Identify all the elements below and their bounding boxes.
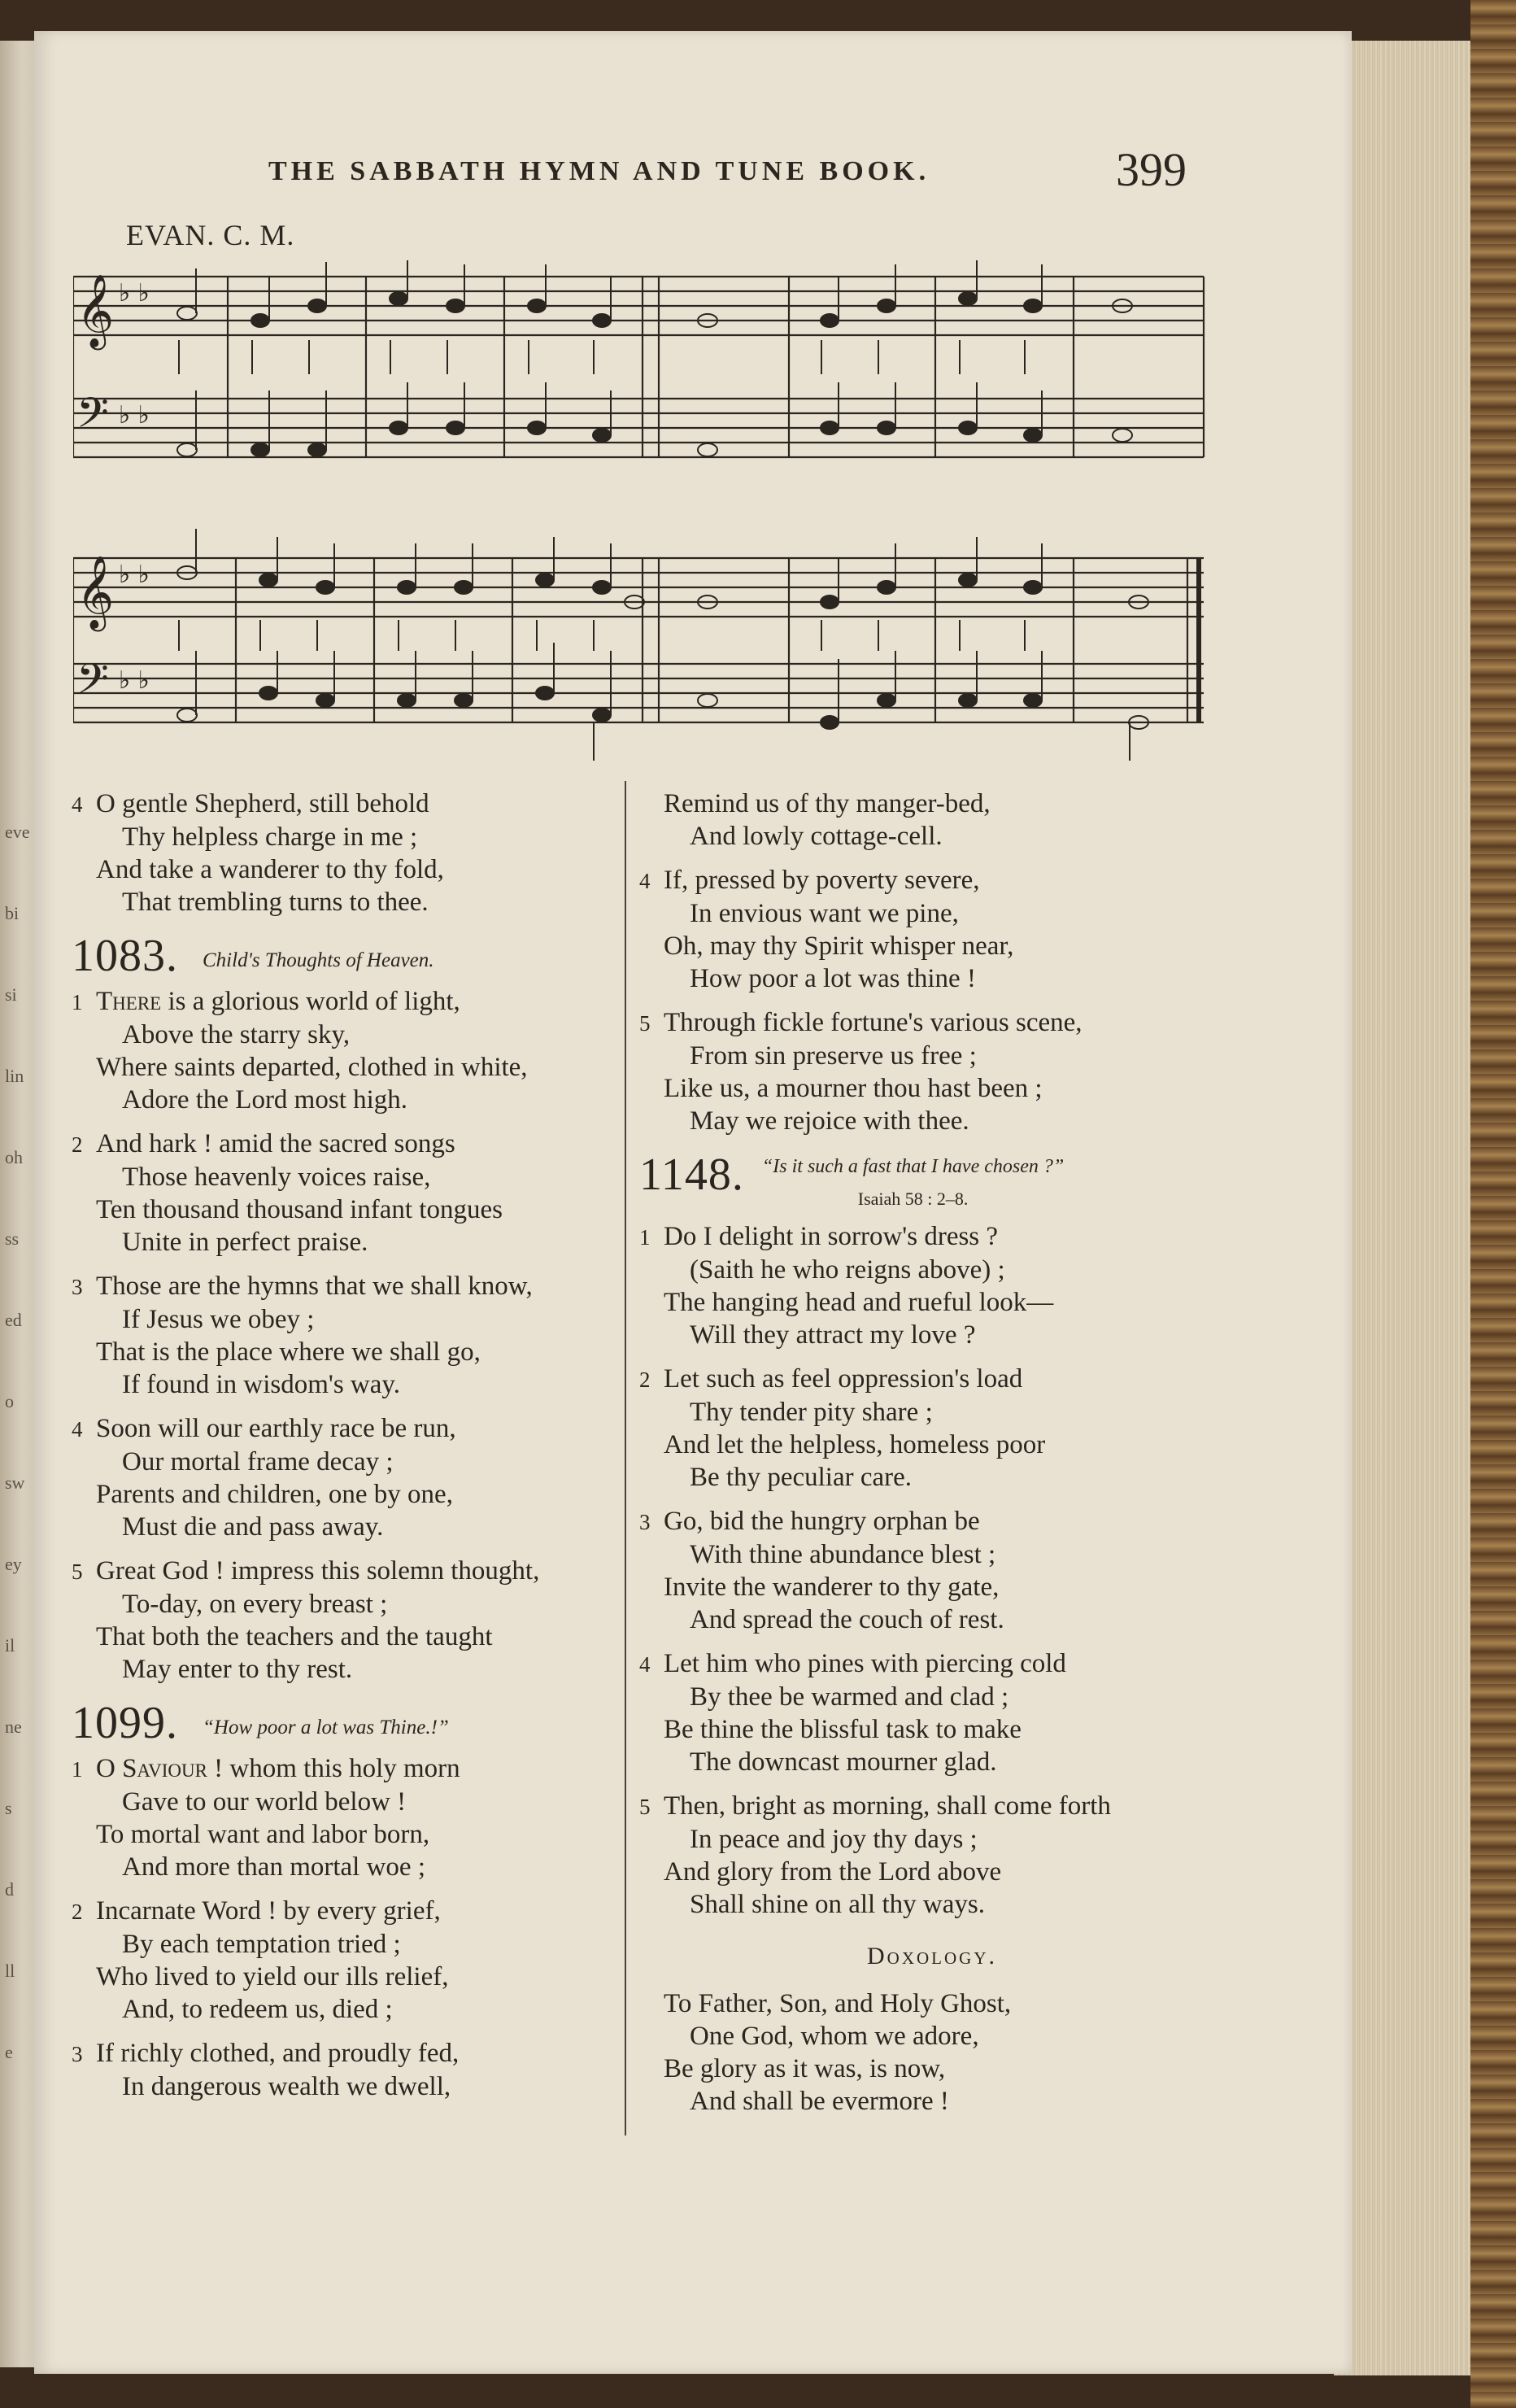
stanza-number: 5 xyxy=(639,1795,651,1819)
hymn-line: Let such as feel oppression's load xyxy=(664,1364,1023,1394)
left-column xyxy=(72,787,625,2114)
doxology-heading: Doxology. xyxy=(867,1943,997,1970)
hymn-line: (Saith he who reigns above) ; xyxy=(690,1255,1005,1285)
hymn-line: To Father, Son, and Holy Ghost, xyxy=(664,1989,1012,2018)
hymn-number: 1083. xyxy=(72,931,178,981)
adjacent-page-fragment: ey xyxy=(5,1554,22,1574)
hymn-line: That trembling turns to thee. xyxy=(122,888,429,917)
hymn-number: 1148. xyxy=(639,1149,744,1200)
hymn-line: Like us, a mourner thou hast been ; xyxy=(664,1074,1043,1103)
hymn-line: Let him who pines with piercing cold xyxy=(664,1649,1066,1678)
hymn-line: Soon will our earthly race be run, xyxy=(96,1414,456,1443)
hymn-line: Incarnate Word ! by every grief, xyxy=(96,1896,441,1926)
tune-title: EVAN. C. M. xyxy=(126,219,295,251)
hymn-1148-stanzas xyxy=(639,1220,1225,1921)
stanza-number: 1 xyxy=(639,1225,651,1250)
adjacent-page-fragment: si xyxy=(5,984,17,1005)
stanza xyxy=(72,1555,625,1686)
stanza-number: 2 xyxy=(639,1368,651,1392)
hymn-line: Do I delight in sorrow's dress ? xyxy=(664,1222,999,1251)
hymn-line: Thy tender pity share ; xyxy=(690,1398,933,1427)
hymn-line: Those are the hymns that we shall know, xyxy=(96,1272,533,1301)
adjacent-page-fragment: il xyxy=(5,1635,15,1656)
music-system-2 xyxy=(73,529,1212,765)
hymn-line: Unite in perfect praise. xyxy=(122,1228,368,1257)
stanza-number: 4 xyxy=(639,1652,651,1677)
stanza xyxy=(72,1270,625,1401)
hymn-line: Go, bid the hungry orphan be xyxy=(664,1507,980,1536)
svg-text:♭ ♭: ♭ ♭ xyxy=(119,279,150,308)
adjacent-page-fragment: oh xyxy=(5,1147,23,1167)
stanza xyxy=(72,2037,625,2103)
hymn-line: O gentle Shepherd, still behold xyxy=(96,789,429,818)
svg-text:𝄢: 𝄢 xyxy=(76,388,109,447)
hymn-line: Remind us of thy manger-bed, xyxy=(664,789,991,818)
stanza xyxy=(72,1412,625,1543)
adjacent-page-fragment: e xyxy=(5,2042,13,2062)
stanza xyxy=(72,1128,625,1259)
hymn-line: Through fickle fortune's various scene, xyxy=(664,1008,1083,1037)
hymn-heading xyxy=(72,931,625,980)
continued-stanzas xyxy=(639,787,1225,1137)
book-cover-edge xyxy=(1470,0,1516,2408)
stanza xyxy=(639,1006,1225,1137)
hymn-line: May enter to thy rest. xyxy=(122,1655,353,1684)
adjacent-page-fragment: ll xyxy=(5,1961,15,1981)
running-head: THE SABBATH HYMN AND TUNE BOOK. xyxy=(268,156,930,186)
hymn-line: Gave to our world below ! xyxy=(122,1787,407,1817)
hymn-line: The hanging head and rueful look— xyxy=(664,1288,1054,1317)
svg-text:𝄢: 𝄢 xyxy=(76,654,109,713)
hymn-line: Where saints departed, clothed in white, xyxy=(96,1053,528,1082)
adjacent-page-fragment: d xyxy=(5,1879,14,1900)
stanza-number: 3 xyxy=(639,1510,651,1534)
adjacent-page-fragment: sw xyxy=(5,1472,25,1493)
hymn-heading xyxy=(72,1699,625,1747)
stanza-number: 5 xyxy=(639,1011,651,1036)
stanza xyxy=(639,864,1225,995)
hymn-line: Invite the wanderer to thy gate, xyxy=(664,1573,1000,1602)
book-fore-edge xyxy=(1334,41,1472,2375)
hymn-line: And take a wanderer to thy fold, xyxy=(96,855,444,884)
hymn-line: How poor a lot was thine ! xyxy=(690,964,976,993)
scripture-reference: Isaiah 58 : 2–8. xyxy=(857,1189,969,1209)
hymn-line: Above the starry sky, xyxy=(122,1020,351,1049)
hymn-line: Parents and children, one by one, xyxy=(96,1480,453,1509)
stanza-number: 2 xyxy=(72,1132,83,1157)
hymn-line: And spread the couch of rest. xyxy=(690,1605,1004,1634)
svg-text:♭ ♭: ♭ ♭ xyxy=(119,401,150,430)
hymn-line: And shall be evermore ! xyxy=(690,2087,949,2116)
stanza-number: 5 xyxy=(72,1560,83,1584)
first-word: There xyxy=(96,987,162,1016)
hymn-line: In peace and joy thy days ; xyxy=(690,1825,978,1854)
hymn-line: And more than mortal woe ; xyxy=(122,1852,425,1882)
hymn-line: Then, bright as morning, shall come forth xyxy=(664,1791,1111,1821)
first-word: O Saviour xyxy=(96,1754,207,1783)
adjacent-page-fragment: ed xyxy=(5,1310,22,1330)
hymn-heading xyxy=(639,1150,1225,1215)
hymn-line: By each temptation tried ; xyxy=(122,1930,401,1959)
hymn-line: Will they attract my love ? xyxy=(690,1320,976,1350)
stanza-number: 1 xyxy=(72,1757,83,1782)
adjacent-page-fragment: bi xyxy=(5,903,20,923)
adjacent-page-fragment: s xyxy=(5,1798,12,1818)
stanza-number: 4 xyxy=(639,869,651,893)
hymn-line: The downcast mourner glad. xyxy=(690,1747,997,1777)
hymn-line: From sin preserve us free ; xyxy=(690,1041,977,1071)
stanza xyxy=(639,1363,1225,1494)
stanza-number: 1 xyxy=(72,990,83,1014)
hymn-title: “How poor a lot was Thine.!” xyxy=(203,1717,449,1738)
hymn-line: That both the teachers and the taught xyxy=(96,1622,493,1651)
svg-text:♭ ♭: ♭ ♭ xyxy=(119,666,150,695)
page-number: 399 xyxy=(1116,143,1187,196)
stanza xyxy=(639,1220,1225,1351)
adjacent-page-fragment: ss xyxy=(5,1228,20,1249)
stanza xyxy=(72,787,625,918)
hymn-line: Ten thousand thousand infant tongues xyxy=(96,1195,503,1224)
hymn-line: To mortal want and labor born, xyxy=(96,1820,430,1849)
hymn-number: 1099. xyxy=(72,1698,178,1748)
hymn-line: By thee be warmed and clad ; xyxy=(690,1682,1009,1712)
adjacent-page-fragment: lin xyxy=(5,1066,24,1086)
hymn-line: May we rejoice with thee. xyxy=(690,1106,969,1136)
hymn-line: With thine abundance blest ; xyxy=(690,1540,996,1569)
stanza xyxy=(639,1647,1225,1778)
hymn-line: Great God ! impress this solemn thought, xyxy=(96,1556,540,1586)
hymn-line: Shall shine on all thy ways. xyxy=(690,1890,985,1919)
music-system-1 xyxy=(73,260,1212,488)
svg-text:𝄞: 𝄞 xyxy=(76,556,115,629)
stanza xyxy=(72,1752,625,1883)
hymn-line: Our mortal frame decay ; xyxy=(122,1447,394,1477)
hymn-line: In envious want we pine, xyxy=(690,899,959,928)
hymn-line: Be thine the blissful task to make xyxy=(664,1715,1022,1744)
hymn-line: Must die and pass away. xyxy=(122,1512,384,1542)
adjacent-page-edge xyxy=(0,41,39,2367)
hymn-line: That is the place where we shall go, xyxy=(96,1337,481,1367)
hymn-line: If richly clothed, and proudly fed, xyxy=(96,2039,460,2068)
hymn-line: If, pressed by poverty severe, xyxy=(664,866,980,895)
hymn-line: ! whom this holy morn xyxy=(207,1754,460,1783)
adjacent-page-fragment: ne xyxy=(5,1717,22,1737)
adjacent-page-fragment: eve xyxy=(5,822,30,842)
hymn-line: Adore the Lord most high. xyxy=(122,1085,408,1115)
stanza-number: 2 xyxy=(72,1900,83,1924)
stanza-number: 4 xyxy=(72,1417,83,1442)
hymn-1099-stanzas xyxy=(72,1752,625,2103)
stanza-number: 3 xyxy=(72,1275,83,1299)
hymn-line: To-day, on every breast ; xyxy=(122,1590,388,1619)
hymn-line: And, to redeem us, died ; xyxy=(122,1995,393,2024)
stanza xyxy=(639,1790,1225,1921)
hymn-line: Be glory as it was, is now, xyxy=(664,2054,946,2083)
hymn-line: And glory from the Lord above xyxy=(664,1857,1002,1887)
doxology xyxy=(639,1987,1225,2118)
stanza xyxy=(72,985,625,1116)
column-divider xyxy=(625,781,626,2135)
svg-text:♭ ♭: ♭ ♭ xyxy=(119,561,150,589)
hymn-line: is a glorious world of light, xyxy=(161,987,460,1016)
adjacent-page-fragment: o xyxy=(5,1391,14,1411)
stanza-number: 3 xyxy=(72,2042,83,2066)
svg-text:𝄞: 𝄞 xyxy=(76,274,115,347)
hymn-line: And lowly cottage-cell. xyxy=(690,822,943,851)
hymn-title: Child's Thoughts of Heaven. xyxy=(203,949,434,971)
stanza xyxy=(639,787,1225,853)
hymn-line: Who lived to yield our ills relief, xyxy=(96,1962,449,1991)
hymn-line: Be thy peculiar care. xyxy=(690,1463,913,1492)
hymn-title: “Is it such a fast that I have chosen ?” xyxy=(761,1156,1065,1177)
right-column xyxy=(639,787,1225,2129)
stanza xyxy=(72,1895,625,2026)
hymn-line: Those heavenly voices raise, xyxy=(122,1163,431,1192)
hymn-1083-stanzas xyxy=(72,985,625,1686)
hymn-line: If found in wisdom's way. xyxy=(122,1370,401,1399)
hymn-line: If Jesus we obey ; xyxy=(122,1305,315,1334)
hymn-line: In dangerous wealth we dwell, xyxy=(122,2072,451,2101)
hymn-line: Thy helpless charge in me ; xyxy=(122,822,418,852)
hymn-line: And hark ! amid the sacred songs xyxy=(96,1129,455,1158)
hymn-line: Oh, may thy Spirit whisper near, xyxy=(664,931,1014,961)
hymn-line: One God, whom we adore, xyxy=(690,2022,979,2051)
hymn-line: And let the helpless, homeless poor xyxy=(664,1430,1046,1459)
stanza-number: 4 xyxy=(72,792,83,817)
stanza xyxy=(639,1505,1225,1636)
